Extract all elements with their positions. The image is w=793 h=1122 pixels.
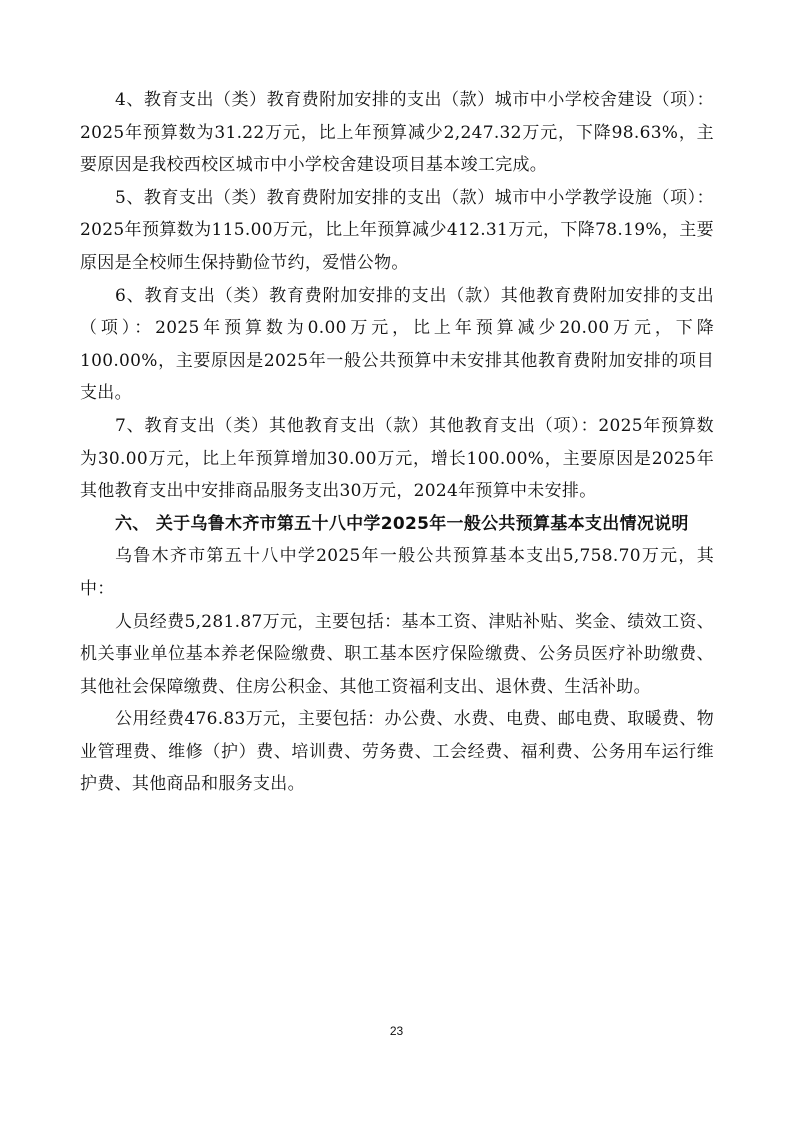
paragraph-item-5: 5、教育支出（类）教育费附加安排的支出（款）城市中小学教学设施（项）：2025年预算数为115.00万元，比上年预算减少412.31万元，下降78.19%，主要原因是全校师生保持勤俭节约，爱惜公物。 bbox=[80, 187, 714, 273]
paragraph-item-6: 6、教育支出（类）教育费附加安排的支出（款）其他教育费附加安排的支出（项）：2025年预算数为0.00万元，比上年预算减少20.00万元，下降100.00%，主要原因是2025年一般公共预算中未安排其他教育费附加安排的项目支出。 bbox=[80, 285, 714, 404]
page-number: 23 bbox=[389, 1024, 404, 1038]
paragraph-public-expenses: 公用经费476.83万元，主要包括：办公费、水费、电费、邮电费、取暖费、物业管理费、维修（护）费、培训费、劳务费、工会经费、福利费、公务用车运行维护费、其他商品和服务支出。 bbox=[80, 709, 714, 795]
paragraph-item-7: 7、教育支出（类）其他教育支出（款）其他教育支出（项）：2025年预算数为30.00万元，比上年预算增加30.00万元，增长100.00%，主要原因是2025年其他教育支出中安排商品服务支出30万元，2024年预算中未安排。 bbox=[80, 415, 714, 502]
paragraph-basic-expenditure: 乌鲁木齐市第五十八中学2025年一般公共预算基本支出5,758.70万元，其中： bbox=[80, 546, 714, 599]
document-body bbox=[80, 84, 714, 801]
paragraph-personnel-expenses: 人员经费5,281.87万元，主要包括：基本工资、津贴补贴、奖金、绩效工资、机关事业单位基本养老保险缴费、职工基本医疗保险缴费、公务员医疗补助缴费、其他社会保障缴费、住房公积金、其他工资福利支出、退休费、生活补助。 bbox=[80, 611, 714, 697]
paragraph-item-4: 4、教育支出（类）教育费附加安排的支出（款）城市中小学校舍建设（项）：2025年预算数为31.22万元，比上年预算减少2,247.32万元，下降98.63%，主要原因是我校西校区城市中小学校舍建设项目基本竣工完成。 bbox=[80, 90, 714, 176]
section-heading: 六、 关于乌鲁木齐市第五十八中学2025年一般公共预算基本支出情况说明 bbox=[115, 513, 689, 534]
